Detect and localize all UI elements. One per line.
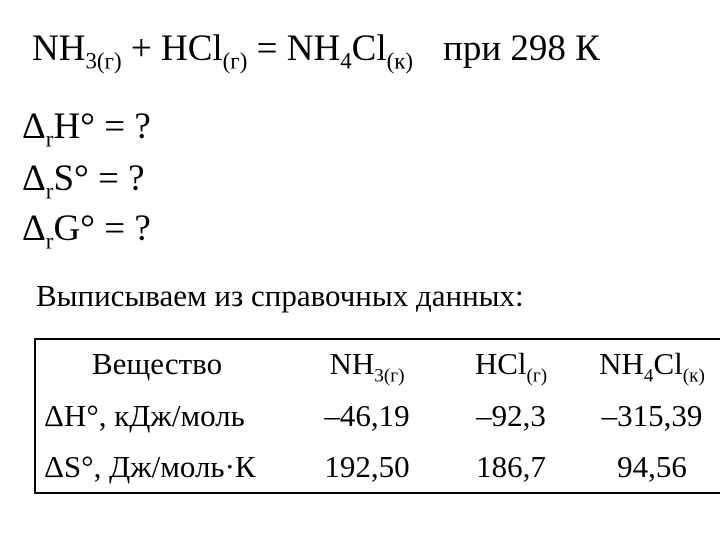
delta-subscript: r xyxy=(45,228,54,254)
cell-enthalpy-nh4cl: –315,39 xyxy=(601,398,703,433)
question-text: G° = ? xyxy=(53,208,151,249)
delta-subscript: r xyxy=(45,178,54,204)
equation-equals: = xyxy=(247,28,287,69)
header-hcl xyxy=(436,346,586,387)
equation-nh4-subscript: 4 xyxy=(340,48,352,74)
equation-hcl: HCl xyxy=(160,28,223,69)
header-nh4cl-formula: NH xyxy=(599,346,644,381)
header-nh3-formula: NH xyxy=(329,346,375,381)
equation-nh3-subscript: 3(г) xyxy=(85,48,122,74)
row-label-entropy: ΔS°, Дж/моль·К xyxy=(44,449,256,484)
header-hcl-formula: HCl xyxy=(474,346,527,381)
equation-hcl-subscript: (г) xyxy=(222,48,248,74)
equation-nh4: NH xyxy=(286,28,341,69)
cell-enthalpy-hcl: –92,3 xyxy=(476,398,546,433)
header-hcl-subscript: (г) xyxy=(526,365,548,387)
equation-cl: Cl xyxy=(351,28,387,69)
header-nh4cl-subscript-phase: (к) xyxy=(682,365,705,387)
header-nh4cl-subscript: 4 xyxy=(643,365,654,387)
delta-symbol: Δ xyxy=(22,208,46,249)
delta-symbol: Δ xyxy=(22,106,46,147)
question-text: S° = ? xyxy=(53,158,145,199)
cell-entropy-nh3: 192,50 xyxy=(324,449,410,484)
delta-symbol: Δ xyxy=(22,158,46,199)
equation-condition: при 298 К xyxy=(443,28,600,69)
header-nh3 xyxy=(292,346,442,387)
delta-subscript: r xyxy=(45,126,54,152)
header-nh4cl xyxy=(572,346,720,387)
question-gibbs xyxy=(22,208,151,254)
reference-heading: Выписываем из справочных данных: xyxy=(36,278,524,313)
header-nh4cl-formula-cl: Cl xyxy=(653,346,683,381)
row-label-enthalpy: ΔH°, кДж/моль xyxy=(44,398,245,433)
cell-enthalpy-nh3: –46,19 xyxy=(324,398,410,433)
cell-entropy-nh4cl: 94,56 xyxy=(617,449,687,484)
equation-nh3: NH xyxy=(32,28,86,69)
question-text: H° = ? xyxy=(53,106,151,147)
header-substance: Вещество xyxy=(92,346,223,381)
question-entropy xyxy=(22,158,145,204)
header-nh3-subscript: 3(г) xyxy=(374,365,405,387)
cell-entropy-hcl: 186,7 xyxy=(476,449,546,484)
reference-data-table xyxy=(34,338,720,494)
reaction-equation xyxy=(32,28,600,74)
equation-cl-subscript: (к) xyxy=(386,48,414,74)
equation-plus: + xyxy=(121,28,161,69)
question-enthalpy xyxy=(22,106,151,152)
